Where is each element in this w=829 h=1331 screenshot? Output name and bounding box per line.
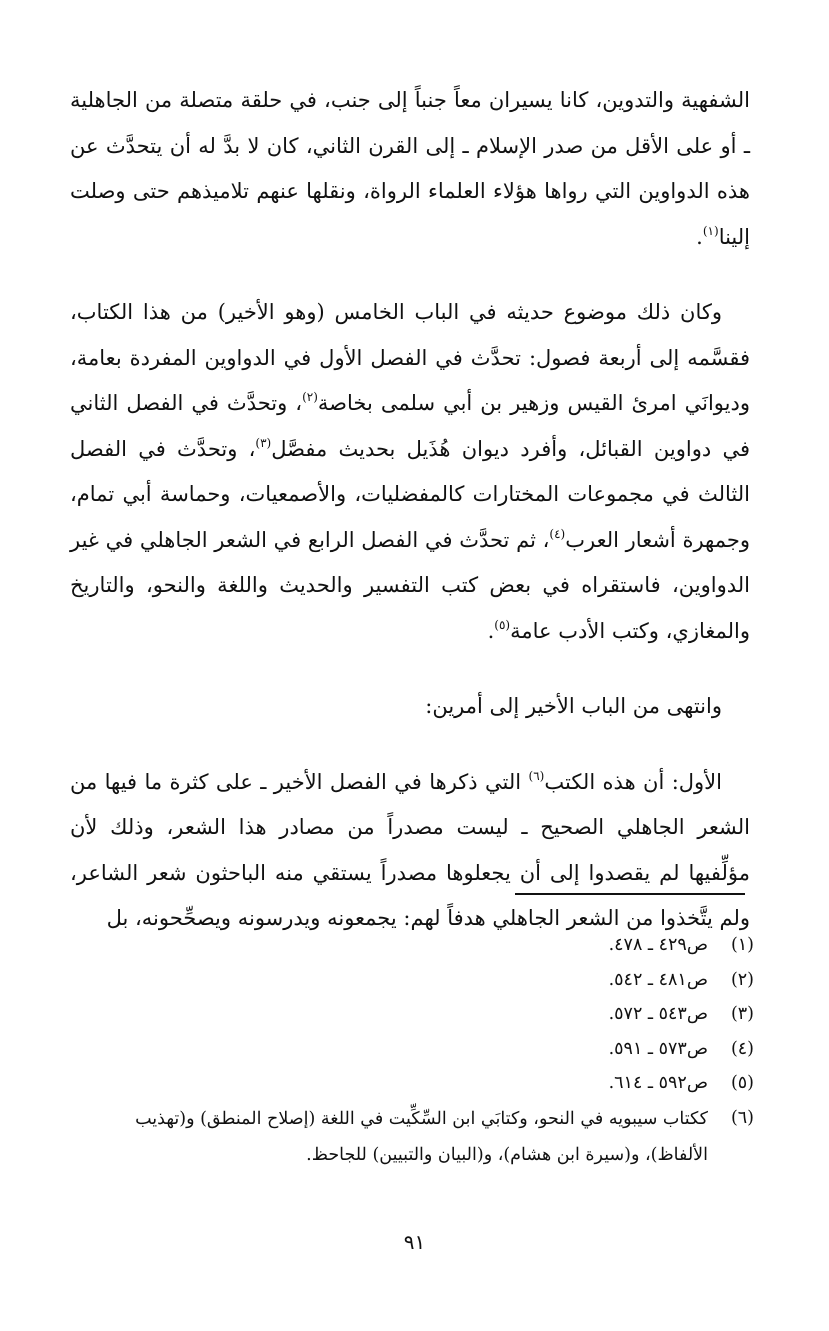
text-run: . <box>487 618 495 643</box>
paragraph-2 <box>70 290 750 654</box>
footnote-separator <box>515 893 745 895</box>
footnote-number: (٦) <box>730 1107 754 1128</box>
footnotes <box>70 928 754 1173</box>
text-run: الأول: أن هذه الكتب <box>544 769 722 794</box>
footnote-number: (٤) <box>730 1038 754 1059</box>
footnote-marker: (٣) <box>255 435 272 450</box>
footnote-text: ككتاب سيبويه في النحو، وكتابَي ابن السِّكِّيت في اللغة (إصلاح المنطق) و(تهذيب الألفاظ)، و(سيرة ابن هشام)، و(البيان والتبيين) للجاحظ. <box>135 1108 708 1165</box>
footnote <box>70 1066 754 1101</box>
footnote-text: ص٤٢٩ ـ ٤٧٨. <box>608 935 708 955</box>
footnote-marker: (٤) <box>549 526 566 541</box>
text-run: وانتهى من الباب الأخير إلى أمرين: <box>425 694 722 718</box>
footnote-marker: (٢) <box>302 390 318 404</box>
text-run: التي ذكرها في الفصل الأخير ـ على كثرة ما فيها من الشعر الجاهلي الصحيح ـ ليست مصدراً من مصادر هذا الشعر، وذلك لأن مؤلِّفيها لم يقصدوا إلى أن يجعلوها مصدراً يستقي منه الباحثون شعر الشاعر، ولم يتَّخذوا من الشعر الجاهلي هدفاً لهم: يجمعونه ويدرسونه ويصحِّحونه، بل <box>70 769 750 930</box>
footnote-marker: (٦) <box>528 768 545 783</box>
text-run: . <box>696 224 703 249</box>
text-run: ، وتحدَّث في الفصل الثاني في دواوين القبائل، وأفرد ديوان هُذَيل بحديث مفصَّل <box>70 391 750 461</box>
footnote <box>70 1101 754 1173</box>
footnote-number: (٥) <box>730 1073 754 1093</box>
paragraph-4 <box>70 760 750 942</box>
main-text <box>70 78 750 942</box>
paragraph-3 <box>70 684 750 730</box>
footnote-number: (١) <box>730 935 754 955</box>
footnote-number: (٢) <box>730 969 754 990</box>
footnote-number: (٣) <box>730 1004 754 1024</box>
paragraph-1 <box>70 78 750 260</box>
footnote-text: ص٥٧٣ ـ ٥٩١. <box>608 1038 708 1059</box>
text-run: الشفهية والتدوين، كانا يسيران معاً جنباً إلى جنب، في حلقة متصلة من الجاهلية ـ أو على الأقل من صدر الإسلام ـ إلى القرن الثاني، كان لا بدَّ له أن يتحدَّث عن هذه الدواوين التي رواها هؤلاء العلماء الرواة، ونقلها عنهم تلاميذهم حتى وصلت إلينا <box>70 88 750 249</box>
footnote-text: ص٥٤٣ ـ ٥٧٢. <box>608 1004 708 1024</box>
footnote-marker: (١) <box>702 223 719 238</box>
footnote-marker: (٥) <box>494 617 511 632</box>
footnote <box>70 997 754 1032</box>
footnote-text: ص٥٩٢ ـ ٦١٤. <box>608 1073 708 1093</box>
footnote-text: ص٤٨١ ـ ٥٤٢. <box>608 969 708 990</box>
text-run: وكان ذلك موضوع حديثه في الباب الخامس (وهو الأخير) من هذا الكتاب، فقسَّمه إلى أربعة فصول: تحدَّث في الفصل الأول في الدواوين المفردة بعامة، وديوانَي امرئ القيس وزهير بن أبي سلمى بخاصة <box>70 300 750 415</box>
page-number: ٩١ <box>403 1230 426 1254</box>
footnote <box>70 928 754 963</box>
text-run: ، وتحدَّث في الفصل الثالث في مجموعات المختارات كالمفضليات، والأصمعيات، وحماسة أبي تمام، وجمهرة أشعار العرب <box>70 436 750 552</box>
footnote <box>70 1032 754 1067</box>
footnote <box>70 963 754 998</box>
text-run: ، ثم تحدَّث في الفصل الرابع في الشعر الجاهلي في غير الدواوين، فاستقراه في بعض كتب التفسير والحديث واللغة والنحو، والتاريخ والمغازي، وكتب الأدب عامة <box>70 527 751 643</box>
